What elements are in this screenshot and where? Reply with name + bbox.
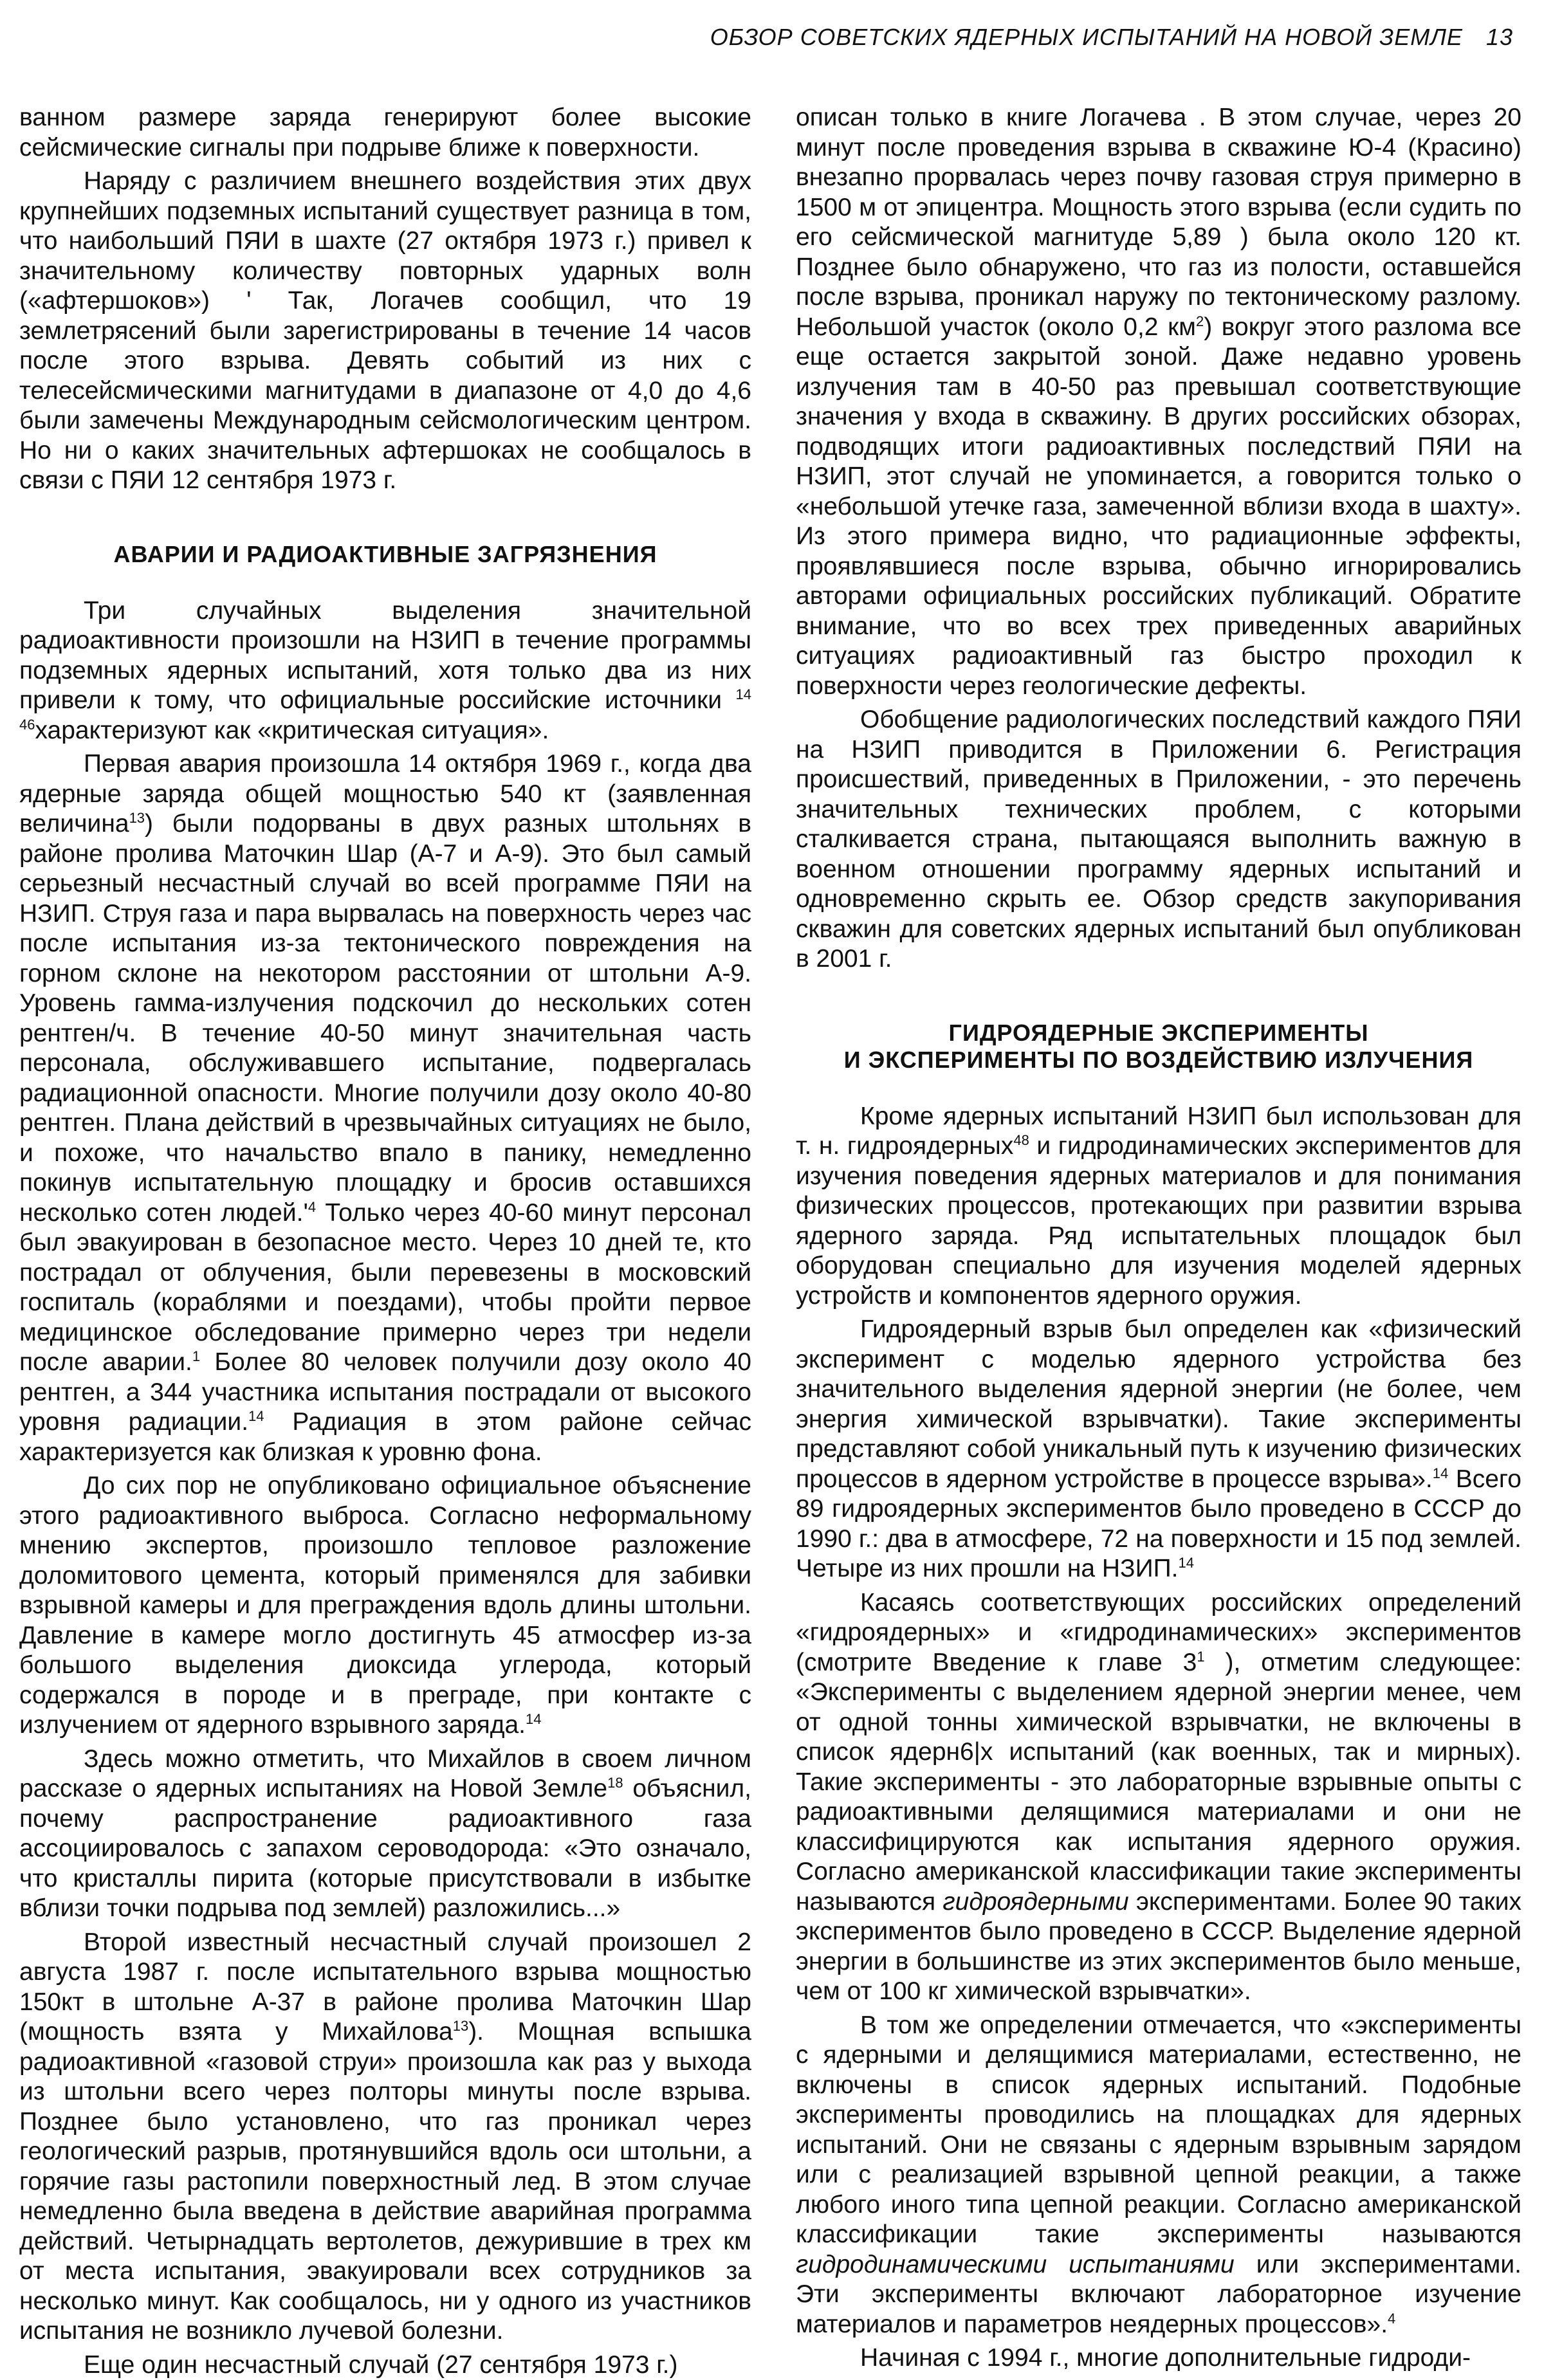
heading-line-1: ГИДРОЯДЕРНЫЕ ЭКСПЕРИМЕНТЫ: [949, 1020, 1369, 1046]
left-column-body: [19, 596, 751, 2380]
footnote-ref: 14: [1179, 1555, 1194, 1571]
text-run: описан только в книге Логачева . В этом случае, через 20 минут после проведения взрыва в скважине Ю-4 (Красино) внезапно прорвалась через почву газовая струя примерно в 1500 м от эпицентра. Мощность этого взрыва (если судить по его сейсмической магнитуде 5,89 ) была около 120 кт. Позднее было обнаружено, что газ из полости, оставшейся после взрыва, проникал наружу по тектоническому разлому. Небольшой участок (около 0,2 км: [796, 104, 1521, 341]
left-column-top: [19, 103, 751, 496]
footnote-ref: 1: [192, 1348, 200, 1364]
paragraph: [796, 1102, 1521, 1312]
paragraph: [796, 2343, 1521, 2374]
text-run: ванном размере заряда генерируют более высокие сейсмические сигналы при подрыве ближе к поверхности.: [19, 104, 751, 161]
footnote-ref: 4: [308, 1199, 316, 1215]
left-column: [19, 103, 751, 2380]
paragraph: [19, 1744, 751, 1924]
text-run: экспериментами. Более 90 таких экспериментов было проведено в СССР. Выделение ядерной энергии в большинстве из этих экспериментов было меньше, чем от 100 кг химической взрывчатки».: [796, 1888, 1521, 2006]
text-run: или экспериментами. Эти эксперименты включают лабораторное изучение материалов и параметров неядерных процессов».: [796, 2251, 1521, 2338]
text-run: Начиная с 1994 г., многие дополнительные гидроди-: [860, 2344, 1471, 2372]
paragraph: [19, 596, 751, 746]
footnote-ref: 48: [1013, 1132, 1029, 1148]
running-header-title: ОБЗОР СОВЕТСКИХ ЯДЕРНЫХ ИСПЫТАНИЙ НА НОВОЙ ЗЕМЛЕ: [710, 24, 1463, 50]
paragraph: [19, 2350, 751, 2380]
text-run: ), отметим следующее: «Эксперименты с выделением ядерной энергии менее, чем от одной тонны химической взрывчатки, не включены в список ядерн6|х испытаний (как военных, так и мирных). Такие эксперименты - это лабораторные взрывные опыты с радиоактивными делящимися материалами и они не классифицируются как испытания ядерного оружия. Согласно американской классификации такие эксперименты называются: [796, 1649, 1521, 1916]
text-run: Радиация в этом районе сейчас характеризуется как близкая к уровню фона.: [19, 1408, 751, 1466]
running-header: [710, 23, 1513, 51]
paragraph: [19, 1928, 751, 2347]
section-heading-hydronuclear: [796, 1020, 1521, 1074]
footnote-ref: 13: [129, 810, 145, 826]
paragraph: [796, 103, 1521, 701]
page-number: 13: [1486, 24, 1513, 50]
text-run: Обобщение радиологических последствий каждого ПЯИ на НЗИП приводится в Приложении 6. Регистрация происшествий, приведенных в Приложении, - это перечень значительных технических проблем, с которыми сталкивается страна, пытающаяся выполнить важную в военном отношении программу ядерных испытаний и одновременно скрыть ее. Обзор средств закупоривания скважин для советских ядерных испытаний был опубликован в 2001 г.: [796, 706, 1521, 973]
paragraph: [19, 103, 751, 163]
text-run: ) были подорваны в двух разных штольнях в районе пролива Маточкин Шар (А-7 и А-9). Это был самый серьезный несчастный случай во всей программе ПЯИ на НЗИП. Струя газа и пара вырвалась на поверхность через час после испытания из-за тектонического повреждения на горном склоне на некотором расстоянии от штольни А-9. Уровень гамма-излучения подскочил до нескольких сотен рентген/ч. В течение 40-50 минут значительная часть персонала, обслуживавшего испытание, подвергалась радиационной опасности. Многие получили дозу около 40-80 рентген. Плана действий в чрезвычайных ситуациях не было, и похоже, что начальство впало в панику, немедленно покинув испытательную площадку и бросив оставшихся несколько сотен людей.': [19, 810, 751, 1227]
italic-term: гидродинамическими испытаниями: [796, 2251, 1235, 2278]
text-run: В том же определении отмечается, что «эксперименты с ядерными и делящимися материалами, естественно, не включены в список ядерных испытаний. Подобные эксперименты проводились на площадках для ядерных испытаний. Они не связаны с ядерным взрывным зарядом или с реализацией взрывной цепной реакции, а также любого иного типа цепной реакции. Согласно американской классификации такие эксперименты называются: [796, 2011, 1521, 2249]
text-run: Здесь можно отметить, что Михайлов в своем личном рассказе о ядерных испытаниях на Новой Земле: [19, 1745, 751, 1803]
text-run: Кроме ядерных испытаний НЗИП был использован для т. н. гидроядерных: [796, 1103, 1521, 1160]
footnote-ref: 14 46: [19, 686, 751, 733]
paragraph: [19, 1471, 751, 1741]
text-run: Всего 89 гидроядерных экспериментов было проведено в СССР до 1990 г.: два в атмосфере, 72 на поверхности и 15 под землей. Четыре из них прошли на НЗИП.: [796, 1465, 1521, 1583]
paragraph: [19, 167, 751, 496]
right-column-body: [796, 1102, 1521, 2374]
text-run: Гидроядерный взрыв был определен как «физический эксперимент с моделью ядерного устройства без значительного выделения ядерной энергии (не более, чем энергия химической взрывчатки). Такие эксперименты представляют собой уникальный путь к изучению физических процессов в ядерном устройстве в процессе взрыва».: [796, 1315, 1521, 1493]
section-heading-accidents: АВАРИИ И РАДИОАКТИВНЫЕ ЗАГРЯЗНЕНИЯ: [19, 541, 751, 568]
footnote-ref: 18: [607, 1775, 623, 1791]
right-column-top: [796, 103, 1521, 975]
text-run: характеризуют как «критическая ситуация».: [35, 717, 549, 744]
text-run: Касаясь соответствующих российских определений «гидроядерных» и «гидродинамических» экспериментов (смотрите Введение к главе 3: [796, 1589, 1521, 1676]
text-run: Более 80 человек получили дозу около 40 рентген, а 344 участника испытания пострадали от высокого уровня радиации.: [19, 1348, 751, 1436]
paragraph: [796, 1588, 1521, 2007]
text-run: ). Мощная вспышка радиоактивной «газовой струи» произошла как раз у выхода из штольни всего через полторы минуты после взрыва. Позднее было установлено, что газ проникал через геологический разрыв, протянувшийся вдоль оси штольни, а горячие газы растопили поверхностный лед. В этом случае немедленно была введена в действие аварийная программа действий. Четырнадцать вертолетов, дежурившие в трех км от места испытания, эвакуировали всех сотрудников за несколько минут. Как сообщалось, ни у одного из участников испытания не возникло лучевой болезни.: [19, 2018, 751, 2345]
text-run: Первая авария произошла 14 октября 1969 г., когда два ядерные заряда общей мощностью 540 кт (заявленная величина: [19, 750, 751, 838]
footnote-ref: 4: [1388, 2311, 1395, 2327]
right-column: [796, 103, 1521, 2374]
italic-term: гидроядерными: [942, 1888, 1128, 1916]
paragraph: [19, 749, 751, 1467]
text-run: Еще один несчастный случай (27 сентября 1973 г.): [84, 2351, 678, 2379]
text-run: Наряду с различием внешнего воздействия этих двух крупнейших подземных испытаний существует разница в том, что наибольший ПЯИ в шахте (27 октября 1973 г.) привел к значительному количеству повторных ударных волн («афтершоков») ' Так, Логачев сообщил, что 19 землетрясений были зарегистрированы в течение 14 часов после этого взрыва. Девять событий из них с телесейсмическими магнитудами в диапазоне от 4,0 до 4,6 были замечены Международным сейсмологическим центром. Но ни о каких значительных афтершоках не сообщалось в связи с ПЯИ 12 сентября 1973 г.: [19, 167, 751, 494]
paragraph: [796, 1315, 1521, 1584]
text-run: Три случайных выделения значительной радиоактивности произошли на НЗИП в течение программы подземных ядерных испытаний, хотя только два из них привели к тому, что официальные российские источники: [19, 597, 751, 715]
text-run: и гидродинамических экспериментов для изучения поведения ядерных материалов и для понимания физических процессов, протекающих при развитии взрыва ядерного заряда. Ряд испытательных площадок был оборудован специально для изучения моделей ядерных устройств и компонентов ядерного оружия.: [796, 1132, 1521, 1310]
paragraph: [796, 705, 1521, 975]
paragraph: [796, 2011, 1521, 2340]
footnote-ref: 14: [526, 1711, 541, 1727]
footnote-ref: 2: [1196, 313, 1204, 329]
footnote-ref: 14: [248, 1408, 264, 1424]
text-run: объяснил, почему распространение радиоактивного газа ассоциировалось с запахом сероводорода: «Это означало, что кристаллы пирита (которые присутствовали в избытке вблизи точки подрыва под землей) разложились...»: [19, 1775, 751, 1922]
text-run: ) вокруг этого разлома все еще остается закрытой зоной. Даже недавно уровень излучения там в 40-50 раз превышал соответствующие значения у входа в скважину. В других российских обзорах, подводящих итоги радиоактивных последствий ПЯИ на НЗИП, этот случай не упоминается, а говорится только о «небольшой утечке газа, замеченной вблизи входа в шахту». Из этого примера видно, что радиационные эффекты, проявлявшиеся после взрыва, обычно игнорировались авторами официальных российских публикаций. Обратите внимание, что во всех трех приведенных аварийных ситуациях радиоактивный газ быстро проходил к поверхности через геологические дефекты.: [796, 313, 1521, 700]
text-run: Только через 40-60 минут персонал был эвакуирован в безопасное место. Через 10 дней те, кто пострадал от облучения, были перевезены в московский госпиталь (кораблями и поездами), чтобы пройти первое медицинское обследование примерно через три недели после аварии.: [19, 1199, 751, 1377]
text-run: До сих пор не опубликовано официальное объяснение этого радиоактивного выброса. Согласно неформальному мнению экспертов, произошло тепловое разложение доломитового цемента, который применялся для забивки взрывной камеры и для преграждения вдоль длины штольни. Давление в камере могло достигнуть 45 атмосфер из-за большого выделения диоксида углерода, который содержался в породе и в преграде, при контакте с излучением от ядерного взрывного заряда.: [19, 1472, 751, 1739]
footnote-ref: 13: [453, 2018, 468, 2034]
heading-line-2: И ЭКСПЕРИМЕНТЫ ПО ВОЗДЕЙСТВИЮ ИЗЛУЧЕНИЯ: [844, 1047, 1473, 1073]
footnote-ref: 14: [1433, 1465, 1448, 1481]
text-run: Второй известный несчастный случай произошел 2 августа 1987 г. после испытательного взрыва мощностью 150кт в штольне А-37 в районе пролива Маточкин Шар (мощность взята у Михайлова: [19, 1928, 751, 2046]
footnote-ref: 1: [1197, 1649, 1204, 1665]
